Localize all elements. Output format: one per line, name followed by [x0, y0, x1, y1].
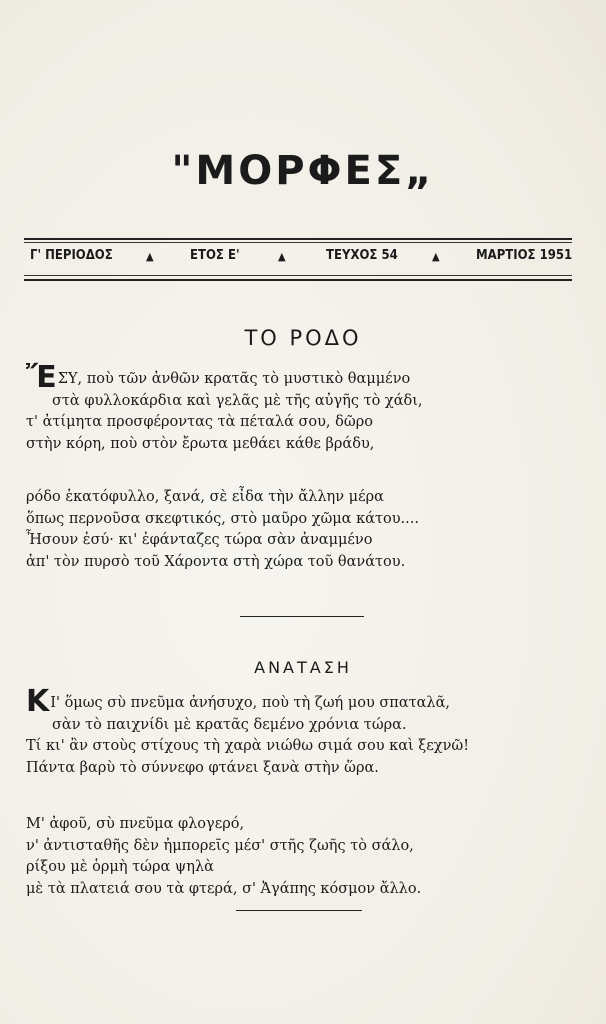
verse-line: ΚΙ' ὅμως σὺ πνεῦμα ἀνήσυχο, ποὺ τὴ ζωή μου σπαταλᾶ,	[26, 684, 451, 719]
header-rule-top	[24, 238, 572, 240]
verse-line: ν' ἀντισταθῆς δὲν ἠμπορεῖς μέσ' στῆς ζωῆς τὸ σάλο,	[26, 837, 414, 854]
verse-line: ρίξου μὲ ὁρμὴ τώρα ψηλὰ	[26, 859, 214, 875]
issue-period: Γ' ΠΕΡΙΟΔΟΣ	[30, 248, 113, 263]
verse-line: ἜΣΥ, ποὺ τῶν ἀνθῶν κρατᾶς τὸ μυστικὸ θαμμένο	[26, 360, 411, 395]
section-divider	[240, 616, 364, 617]
verse-line: στὰ φυλλοκάρδια καὶ γελᾶς μὲ τῆς αὐγῆς τὸ χάδι,	[52, 392, 423, 409]
separator-triangle-icon: ▲	[146, 250, 154, 263]
drop-cap: Κ	[26, 684, 50, 719]
verse-line: Πάντα βαρὺ τὸ σύννεφο φτάνει ξανὰ στὴν ὥρα.	[26, 759, 379, 776]
issue-year: ΕΤΟΣ Ε'	[190, 248, 240, 263]
verse-line: ὅπως περνοῦσα σκεφτικός, στὸ μαῦρο χῶμα κάτου....	[26, 510, 419, 527]
poem1-stanza1	[26, 360, 586, 455]
header-rule-top-inner	[24, 242, 572, 243]
verse-line: στὴν κόρη, ποὺ στὸν ἔρωτα μεθάει κάθε βράδυ,	[26, 435, 375, 452]
verse-line: μὲ τὰ πλατειά σου τὰ φτερά, σ' Ἀγάπης κόσμον ἄλλο.	[26, 880, 422, 897]
end-divider	[236, 910, 362, 911]
drop-cap: Ἔ	[26, 360, 57, 395]
issue-info-bar	[30, 248, 573, 270]
poem1-title: ΤΟ ΡΟΔΟ	[244, 326, 362, 350]
poem2-stanza1	[26, 684, 586, 779]
verse-line: Τί κι' ἂν στοὺς στίχους τὴ χαρὰ νιώθω σιμά σου καὶ ξεχνῶ!	[26, 738, 470, 754]
issue-date: ΜΑΡΤΙΟΣ 1951	[476, 248, 573, 263]
header-rule-bottom	[24, 279, 572, 281]
verse-line: ἀπ' τὸν πυρσὸ τοῦ Χάροντα στὴ χώρα τοῦ θανάτου.	[26, 553, 406, 570]
separator-triangle-icon: ▲	[432, 250, 440, 263]
poem2-title: ΑΝΑΤΑΣΗ	[254, 658, 352, 677]
verse-line: τ' ἀτίμητα προσφέροντας τὰ πέταλά σου, δῶρο	[26, 414, 373, 430]
poem2-stanza2	[26, 814, 586, 900]
verse-line: Ἦσουν ἐσύ· κι' ἐφάνταζες τώρα σὰν ἀναμμένο	[26, 532, 373, 548]
masthead-title: "ΜΟΡΦΕΣ„	[171, 148, 435, 194]
header-rule-bottom-inner	[24, 275, 572, 276]
verse-line: ρόδο ἑκατόφυλλο, ξανά, σὲ εἶδα τὴν ἄλλην μέρα	[26, 489, 384, 505]
poem1-stanza2	[26, 487, 586, 573]
verse-line: σὰν τὸ παιχνίδι μὲ κρατᾶς δεμένο χρόνια τώρα.	[52, 716, 407, 733]
separator-triangle-icon: ▲	[278, 250, 286, 263]
verse-line: Μ' ἀφοῦ, σὺ πνεῦμα φλογερό,	[26, 816, 245, 832]
issue-number: ΤΕΥΧΟΣ 54	[326, 248, 398, 263]
